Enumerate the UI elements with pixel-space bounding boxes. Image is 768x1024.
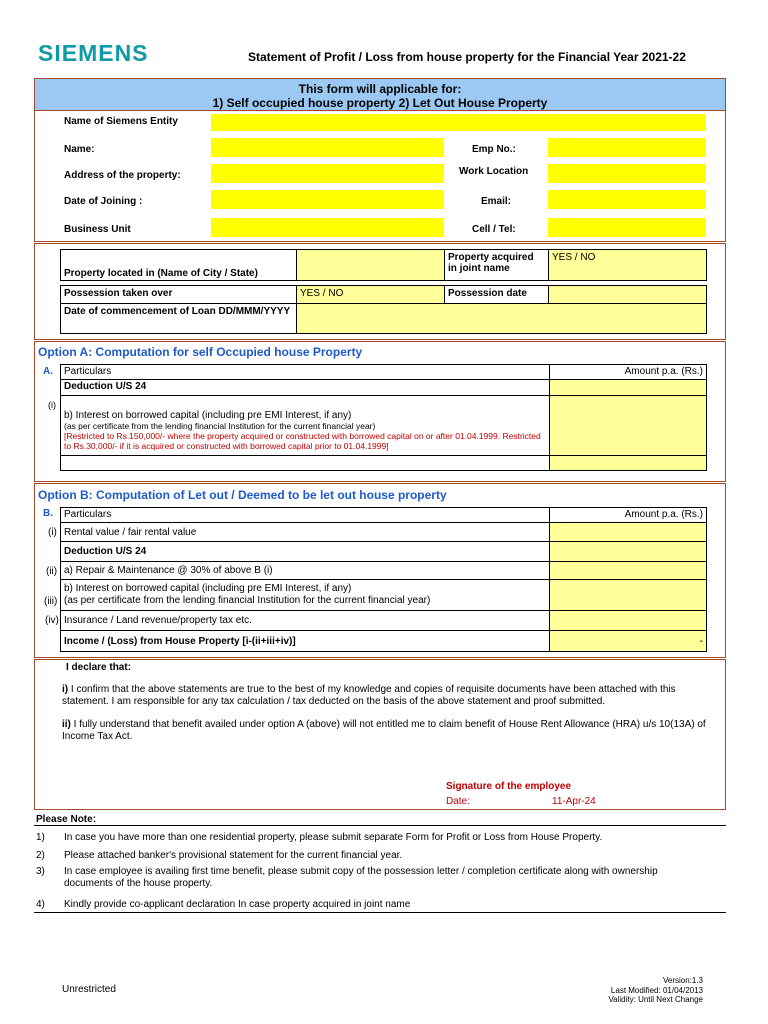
option-b-interest-cell [60, 579, 550, 611]
business-unit-input[interactable] [211, 218, 444, 237]
option-a-heading: Option A: Computation for self Occupied house Property [38, 345, 363, 359]
option-a-deduction-label: Deduction U/S 24 [60, 379, 550, 396]
document-title: Statement of Profit / Loss from house property for the Financial Year 2021-22 [248, 50, 686, 64]
work-location-input[interactable] [548, 164, 706, 183]
last-modified-text: Last Modified: 01/04/2013 [610, 985, 703, 995]
declaration-title: I declare that: [66, 662, 132, 673]
notes-title: Please Note: [36, 814, 97, 825]
option-b-income-amount[interactable]: - [549, 630, 707, 652]
loan-date-label: Date of commencement of Loan DD/MMM/YYYY [60, 303, 297, 334]
option-b-amount-header: Amount p.a. (Rs.) [549, 507, 707, 523]
declaration-item-2-text: I fully understand that benefit availed under option A (above) will not entitled me to claim benefit of House Rent Allowance (HRA) u/s 10(13A) of Income Tax Act. [62, 719, 706, 742]
option-b-interest-amount[interactable] [549, 579, 707, 611]
option-b-ii-number: (ii) [46, 566, 58, 577]
note-item-1-text: In case you have more than one residential property, please submit separate Form for Profit or Loss from House Property. [64, 832, 603, 843]
option-a-marker: A. [43, 366, 53, 377]
option-b-marker: B. [43, 508, 53, 519]
siemens-logo: SIEMENS [38, 40, 149, 66]
possession-date-input[interactable] [548, 285, 707, 304]
entity-label: Name of Siemens Entity [64, 116, 178, 127]
business-unit-label: Business Unit [64, 224, 131, 235]
option-b-interest-text: b) Interest on borrowed capital (including pre EMI Interest, if any) [64, 583, 352, 594]
note-item-3-text: In case employee is availing first time benefit, please submit copy of the possession letter / completion certificate along with ownership documents of the house property. [64, 866, 658, 889]
option-a-certificate-text: (as per certificate from the lending financial Institution for the current financial year) [64, 421, 376, 431]
option-a-amount-header: Amount p.a. (Rs.) [549, 364, 707, 380]
option-a-restriction-text: [Restricted to Rs.150,000/- where the property acquired or constructed with borrowed capital on or after 01.04.1999. Restricted to Rs.30,000/- if it is acquired or constructed with borrowed capital prior to 01.04.1999] [64, 431, 541, 451]
note-item-2-number: 2) [36, 850, 45, 861]
declaration-item-1-number: i) [62, 684, 69, 695]
option-a-blank-row [60, 455, 550, 471]
banner-line-2: 1) Self occupied house property 2) Let Out House Property [212, 96, 548, 110]
declaration-item-2-number: ii) [62, 719, 71, 730]
doj-label: Date of Joining : [64, 196, 143, 207]
option-b-deduction-amount[interactable] [549, 541, 707, 562]
joint-name-label: Property acquired in joint name [444, 249, 549, 281]
option-b-insurance-amount[interactable] [549, 610, 707, 631]
declaration-item-1-text: I confirm that the above statements are true to the best of my knowledge and copies of requisite documents have been attached with this statement. I am responsible for any tax calculation / tax deducted on the basis of the above statement and proof submitted. [62, 684, 676, 707]
option-b-rental-amount[interactable] [549, 522, 707, 542]
cell-input[interactable] [548, 218, 706, 237]
option-a-interest-cell [60, 395, 550, 456]
option-a-item-number: (i) [48, 400, 56, 410]
option-a-deduction-amount[interactable] [549, 379, 707, 396]
date-label: Date: [446, 796, 470, 807]
option-a-interest-text: b) Interest on borrowed capital (including pre EMI Interest, if any) [64, 410, 352, 421]
notes-bottom-rule [34, 912, 726, 913]
property-location-label: Property located in (Name of City / State) [60, 249, 297, 281]
note-item-1-number: 1) [36, 832, 45, 843]
signature-label: Signature of the employee [446, 781, 572, 792]
note-item-4-number: 4) [36, 899, 45, 910]
option-a-interest-amount[interactable] [549, 395, 707, 456]
possession-choice[interactable]: YES / NO [296, 285, 445, 304]
version-block [560, 976, 703, 1005]
doj-input[interactable] [211, 190, 444, 209]
option-a-total-amount[interactable] [549, 455, 707, 471]
name-input[interactable] [211, 138, 444, 157]
note-item-4-text: Kindly provide co-applicant declaration In case property acquired in joint name [64, 899, 411, 910]
possession-date-label: Possession date [444, 285, 549, 304]
option-b-deduction-label: Deduction U/S 24 [60, 541, 550, 562]
declaration-item-2 [62, 719, 710, 743]
email-input[interactable] [548, 190, 706, 209]
property-location-input[interactable] [296, 249, 445, 281]
form-banner [34, 78, 726, 111]
address-label: Address of the property: [64, 170, 181, 181]
address-input[interactable] [211, 164, 444, 183]
joint-name-choice[interactable]: YES / NO [548, 249, 707, 281]
notes-top-rule [34, 825, 726, 826]
option-b-rental-label: Rental value / fair rental value [60, 522, 550, 542]
option-b-iii-number: (iii) [44, 596, 58, 607]
option-a-particulars-header: Particulars [60, 364, 550, 380]
banner-line-1: This form will applicable for: [298, 82, 462, 96]
option-b-insurance-label: Insurance / Land revenue/property tax etc. [60, 610, 550, 631]
option-b-income-label: Income / (Loss) from House Property [i-(ii+iii+iv)] [60, 630, 550, 652]
work-location-label: Work Location [459, 166, 529, 177]
declaration-item-1 [62, 684, 710, 708]
validity-text: Validity: Until Next Change [608, 995, 703, 1004]
option-b-repair-label: a) Repair & Maintenance @ 30% of above B (i) [60, 561, 550, 580]
option-b-certificate-text: (as per certificate from the lending financial Institution for the current financial year) [64, 595, 431, 606]
email-label: Email: [481, 196, 512, 207]
option-b-i-number: (i) [48, 527, 57, 538]
classification-label: Unrestricted [62, 984, 116, 995]
option-b-particulars-header: Particulars [60, 507, 550, 523]
option-b-repair-amount[interactable] [549, 561, 707, 580]
note-item-3-number: 3) [36, 866, 45, 877]
name-label: Name: [64, 144, 95, 155]
version-text: Version:1.3 [662, 976, 703, 985]
option-b-iv-number: (iv) [45, 615, 59, 626]
entity-input[interactable] [211, 114, 706, 131]
option-b-heading: Option B: Computation of Let out / Deemed to be let out house property [38, 488, 447, 502]
possession-label: Possession taken over [60, 285, 297, 304]
emp-no-input[interactable] [548, 138, 706, 157]
emp-no-label: Emp No.: [472, 144, 516, 155]
date-value: 11-Apr-24 [552, 796, 596, 807]
loan-date-input[interactable] [296, 303, 707, 334]
cell-label: Cell / Tel: [472, 224, 516, 235]
note-item-2-text: Please attached banker's provisional statement for the current financial year. [64, 850, 403, 861]
